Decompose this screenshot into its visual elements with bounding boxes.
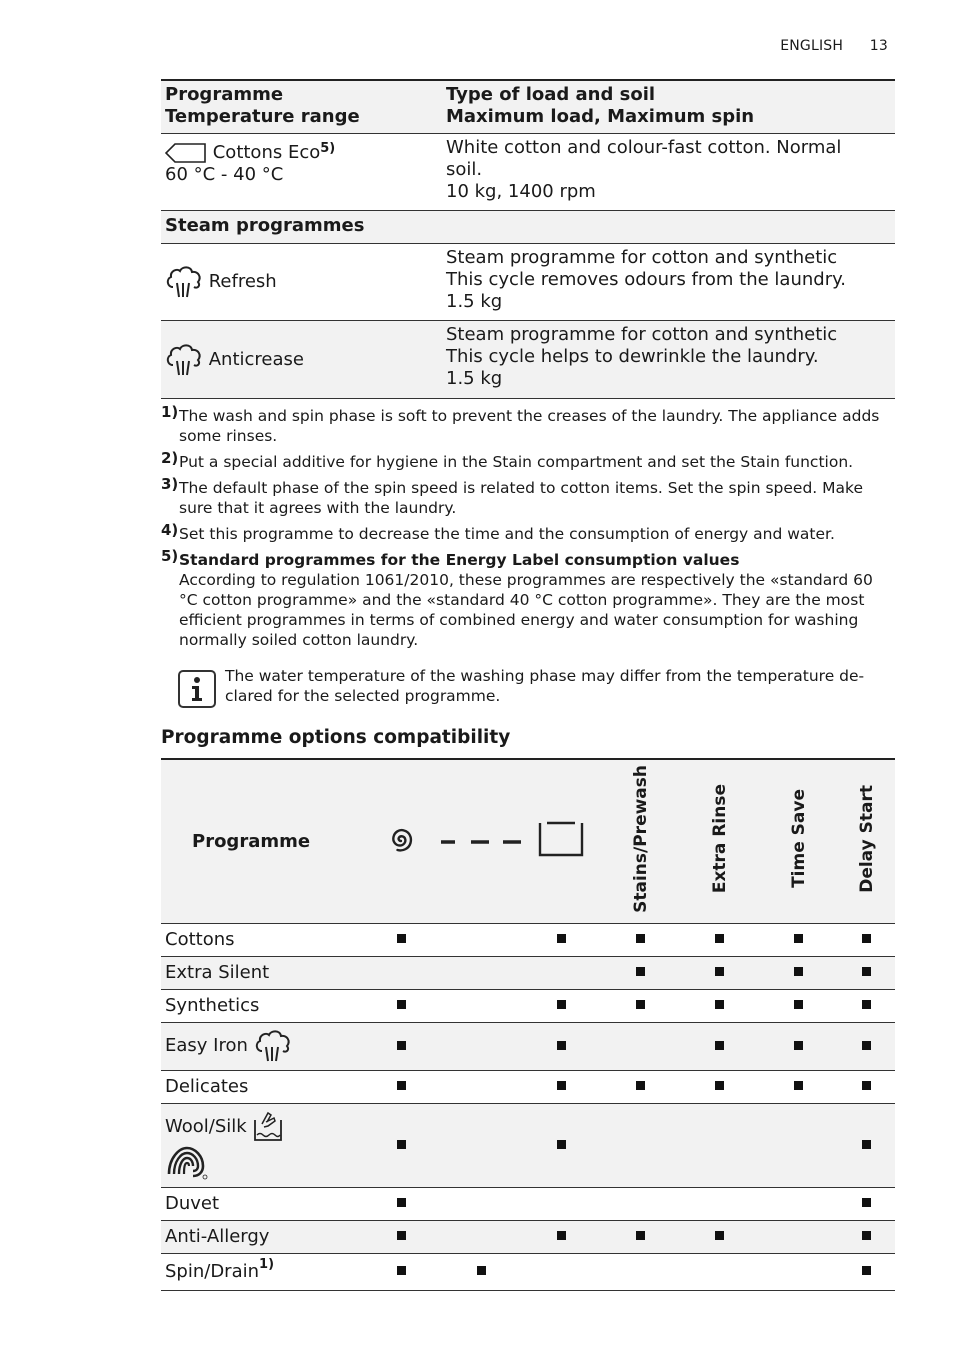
compatible-mark <box>862 1198 871 1207</box>
compatible-mark <box>715 1231 724 1240</box>
empty-cell <box>601 1253 680 1290</box>
footnote-3-num: 3) <box>161 475 179 493</box>
info-note-line-1: The water temperature of the washing phase may differ from the temperature de- <box>225 667 865 685</box>
info-note-text <box>225 666 864 708</box>
row-name-cottons: Cottons <box>161 923 361 956</box>
empty-cell <box>601 1103 680 1187</box>
mark-cell <box>680 1220 759 1253</box>
empty-cell <box>441 1022 521 1070</box>
tub-icon-head <box>521 759 601 923</box>
mark-cell <box>759 1070 838 1103</box>
header-load-label: Type of load and soil <box>446 84 656 105</box>
compatible-mark <box>794 1081 803 1090</box>
row-name-anti-allergy: Anti-Allergy <box>161 1220 361 1253</box>
mark-cell <box>680 923 759 956</box>
compatible-mark <box>397 1198 406 1207</box>
steam-icon <box>254 1029 292 1063</box>
page-number: 13 <box>869 38 888 54</box>
options-table <box>161 758 895 1291</box>
footnote-5 <box>161 547 895 650</box>
empty-cell <box>759 1187 838 1220</box>
mark-cell <box>521 923 601 956</box>
compatible-mark <box>397 1081 406 1090</box>
empty-cell <box>521 956 601 989</box>
dashes-icon-head <box>441 759 521 923</box>
options-head-col-1 <box>601 759 680 923</box>
row-name-wool-silk: Wool/Silk <box>165 1115 247 1137</box>
row-name-extra-silent: Extra Silent <box>161 956 361 989</box>
spin-icon <box>384 820 418 858</box>
footnote-2-text: Put a special additive for hygiene in the Stain compartment and set the Stain function. <box>179 453 854 471</box>
cottons-eco-icon <box>165 142 207 164</box>
spin-drain-footnote: 1) <box>259 1257 275 1272</box>
hand-wash-icon <box>252 1110 284 1142</box>
mark-cell <box>601 1070 680 1103</box>
options-head-col-4 <box>838 759 895 923</box>
table-row <box>161 1187 895 1220</box>
mark-cell <box>838 1253 895 1290</box>
refresh-desc-2: This cycle removes odours from the laundry. <box>446 269 846 290</box>
compatible-mark <box>862 967 871 976</box>
empty-cell <box>441 989 521 1022</box>
empty-cell <box>759 1253 838 1290</box>
cottons-eco-footnote: 5) <box>320 141 336 156</box>
footnote-2 <box>161 449 895 472</box>
spin-icon-head <box>361 759 441 923</box>
table-row <box>161 1070 895 1103</box>
footnote-3-text: The default phase of the spin speed is related to cotton items. Set the spin speed. Make sure that it agrees with the laundry. <box>179 479 863 517</box>
empty-cell <box>680 1187 759 1220</box>
info-note <box>178 666 895 708</box>
row-name-delicates: Delicates <box>161 1070 361 1103</box>
compatible-mark <box>557 1041 566 1050</box>
compatible-mark <box>636 1231 645 1240</box>
mark-cell <box>601 923 680 956</box>
mark-cell <box>361 1253 441 1290</box>
compatible-mark <box>397 1231 406 1240</box>
mark-cell <box>361 923 441 956</box>
row-cottons-eco <box>161 134 895 211</box>
steam-icon <box>165 343 203 377</box>
compatible-mark <box>794 1041 803 1050</box>
mark-cell <box>838 956 895 989</box>
compatible-mark <box>557 1081 566 1090</box>
options-title: Programme options compatibility <box>161 727 511 748</box>
row-name-duvet: Duvet <box>161 1187 361 1220</box>
mark-cell <box>759 956 838 989</box>
mark-cell <box>838 1103 895 1187</box>
empty-cell <box>441 956 521 989</box>
compatible-mark <box>636 1081 645 1090</box>
compatible-mark <box>397 1041 406 1050</box>
compatible-mark <box>636 934 645 943</box>
header-col-programme <box>161 80 442 134</box>
table-row <box>161 1022 895 1070</box>
mark-cell <box>441 1253 521 1290</box>
column-time-save: Time Save <box>788 789 809 889</box>
cottons-eco-cell <box>161 134 442 211</box>
empty-cell <box>441 1103 521 1187</box>
mark-cell <box>521 1022 601 1070</box>
compatible-mark <box>862 1266 871 1275</box>
mark-cell <box>759 989 838 1022</box>
mark-cell <box>680 1070 759 1103</box>
table-row <box>161 923 895 956</box>
row-cell-wool-silk <box>161 1103 361 1187</box>
programme-table <box>161 79 895 399</box>
steam-icon <box>165 265 203 299</box>
anticrease-desc <box>442 321 895 399</box>
empty-cell <box>361 956 441 989</box>
anticrease-desc-1: Steam programme for cotton and synthetic <box>446 324 838 345</box>
refresh-desc-3: 1.5 kg <box>446 291 503 312</box>
rinse-hold-icon <box>441 837 521 847</box>
mark-cell <box>521 1220 601 1253</box>
mark-cell <box>361 1103 441 1187</box>
header-language: ENGLISH <box>780 38 844 54</box>
page-header <box>780 38 888 54</box>
cottons-eco-name: Cottons Eco <box>212 142 321 163</box>
anticrease-desc-2: This cycle helps to dewrinkle the laundry. <box>446 346 819 367</box>
header-col-load <box>442 80 895 134</box>
anticrease-cell <box>161 321 442 399</box>
mark-cell <box>361 1070 441 1103</box>
empty-cell <box>601 1187 680 1220</box>
column-extra-rinse: Extra Rinse <box>709 784 730 894</box>
mark-cell <box>680 1022 759 1070</box>
info-note-line-2: clared for the selected programme. <box>225 687 501 705</box>
footnote-1-text: The wash and spin phase is soft to prevent the creases of the laundry. The appliance adds some rinses. <box>179 407 880 445</box>
compatible-mark <box>715 1081 724 1090</box>
empty-cell <box>441 1220 521 1253</box>
empty-cell <box>680 1253 759 1290</box>
mark-cell <box>838 1070 895 1103</box>
mark-cell <box>361 1220 441 1253</box>
cottons-eco-desc-3: 10 kg, 1400 rpm <box>446 181 596 202</box>
row-cell-easy-iron <box>161 1022 361 1070</box>
row-anticrease <box>161 321 895 399</box>
footnote-2-num: 2) <box>161 449 179 467</box>
prewash-tub-icon <box>537 819 585 859</box>
mark-cell <box>601 989 680 1022</box>
mark-cell <box>601 1220 680 1253</box>
row-name-synthetics: Synthetics <box>161 989 361 1022</box>
column-stains-prewash: Stains/Prewash <box>630 764 651 913</box>
compatible-mark <box>715 934 724 943</box>
empty-cell <box>601 1022 680 1070</box>
options-header-row <box>161 759 895 923</box>
compatible-mark <box>862 1231 871 1240</box>
compatible-mark <box>557 1000 566 1009</box>
mark-cell <box>521 989 601 1022</box>
mark-cell <box>759 923 838 956</box>
compatible-mark <box>715 967 724 976</box>
header-maxload-label: Maximum load, Maximum spin <box>446 106 755 127</box>
footnote-3 <box>161 475 895 518</box>
table-row <box>161 956 895 989</box>
mark-cell <box>838 989 895 1022</box>
mark-cell <box>521 1070 601 1103</box>
steam-section-title: Steam programmes <box>161 211 895 244</box>
table-row <box>161 1253 895 1290</box>
refresh-cell <box>161 244 442 321</box>
row-steam-section <box>161 211 895 244</box>
compatible-mark <box>636 967 645 976</box>
compatible-mark <box>862 1000 871 1009</box>
row-name-easy-iron: Easy Iron <box>165 1035 248 1056</box>
anticrease-desc-3: 1.5 kg <box>446 368 503 389</box>
options-head-programme: Programme <box>161 759 361 923</box>
empty-cell <box>441 1070 521 1103</box>
table-row <box>161 989 895 1022</box>
anticrease-name: Anticrease <box>208 348 304 370</box>
footnote-1 <box>161 403 895 446</box>
compatible-mark <box>636 1000 645 1009</box>
table-row <box>161 1220 895 1253</box>
compatible-mark <box>397 934 406 943</box>
footnote-1-num: 1) <box>161 403 179 421</box>
programme-table-header <box>161 80 895 134</box>
cottons-eco-desc-1: White cotton and colour-fast cotton. Normal <box>446 137 842 158</box>
mark-cell <box>759 1022 838 1070</box>
mark-cell <box>680 989 759 1022</box>
options-head-col-3 <box>759 759 838 923</box>
table-row <box>161 1103 895 1187</box>
header-temperature-label: Temperature range <box>165 106 360 127</box>
mark-cell <box>521 1103 601 1187</box>
header-programme-label: Programme <box>165 84 284 105</box>
column-delay-start: Delay Start <box>856 784 877 893</box>
empty-cell <box>441 1187 521 1220</box>
footnote-5-num: 5) <box>161 547 179 565</box>
mark-cell <box>680 956 759 989</box>
row-refresh <box>161 244 895 321</box>
cottons-eco-temp: 60 °C - 40 °C <box>165 164 284 185</box>
empty-cell <box>521 1253 601 1290</box>
footnote-5-title: Standard programmes for the Energy Label consumption values <box>179 551 740 569</box>
compatible-mark <box>715 1000 724 1009</box>
mark-cell <box>838 923 895 956</box>
cottons-eco-desc <box>442 134 895 211</box>
info-icon <box>178 670 216 708</box>
compatible-mark <box>715 1041 724 1050</box>
mark-cell <box>838 1220 895 1253</box>
woolmark-icon <box>165 1144 209 1182</box>
compatible-mark <box>862 934 871 943</box>
compatible-mark <box>397 1140 406 1149</box>
empty-cell <box>759 1103 838 1187</box>
refresh-desc-1: Steam programme for cotton and synthetic <box>446 247 838 268</box>
options-head-col-2 <box>680 759 759 923</box>
refresh-name: Refresh <box>208 271 277 292</box>
compatible-mark <box>477 1266 486 1275</box>
compatible-mark <box>862 1041 871 1050</box>
refresh-desc <box>442 244 895 321</box>
compatible-mark <box>557 1140 566 1149</box>
cottons-eco-desc-2: soil. <box>446 159 483 180</box>
compatible-mark <box>397 1000 406 1009</box>
mark-cell <box>361 1187 441 1220</box>
footnote-5-text: According to regulation 1061/2010, these programmes are respectively the «standard 60 °C cotton programme» and the «standard 40 °C cotton programme». They are the most efficient programmes in terms of combined energy and water consumption for washing normally soiled cotton laundry. <box>179 571 873 649</box>
footnote-4 <box>161 521 895 544</box>
compatible-mark <box>794 967 803 976</box>
compatible-mark <box>862 1081 871 1090</box>
footnote-4-text: Set this programme to decrease the time and the consumption of energy and water. <box>179 525 835 543</box>
mark-cell <box>601 956 680 989</box>
footnote-4-num: 4) <box>161 521 179 539</box>
mark-cell <box>361 989 441 1022</box>
compatible-mark <box>794 1000 803 1009</box>
mark-cell <box>838 1187 895 1220</box>
row-cell-spin-drain <box>161 1253 361 1290</box>
compatible-mark <box>397 1266 406 1275</box>
row-name-spin-drain: Spin/Drain <box>165 1261 260 1282</box>
mark-cell <box>838 1022 895 1070</box>
mark-cell <box>361 1022 441 1070</box>
empty-cell <box>521 1187 601 1220</box>
empty-cell <box>441 923 521 956</box>
compatible-mark <box>557 934 566 943</box>
empty-cell <box>759 1220 838 1253</box>
footnotes <box>161 403 895 656</box>
empty-cell <box>680 1103 759 1187</box>
compatible-mark <box>557 1231 566 1240</box>
compatible-mark <box>794 934 803 943</box>
compatible-mark <box>862 1140 871 1149</box>
